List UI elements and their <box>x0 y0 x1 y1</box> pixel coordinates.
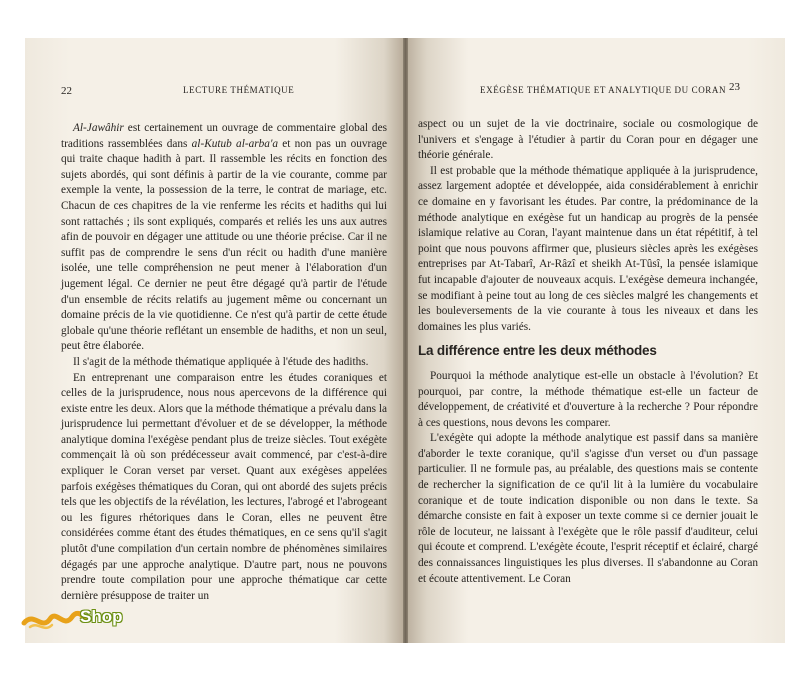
paragraph: Il s'agit de la méthode thématique appliquée à l'étude des hadiths. <box>73 355 369 368</box>
paragraph: Il est probable que la méthode thématique appliquée à la jurisprudence, assez largement adoptée et développée, aida considérablement à enrichir ce domaine en y favorisant les études. Par contre, la prédominance de la méthode analytique en exégèse fut un handicap au progrès de la pensée islamique relative au Coran, l'ayant maintenue dans un état répétitif, à tel point que nous pouvons affirmer que, plusieurs siècles après les exégèses entreprises par At-Tabarî, Ar-Râzî et sheikh At-Tûsî, la pensée islamique fut incapable d'ajouter de nouveaux acquis. L'exégèse demeura inchangée, se modifiant à peine tout au long de ces siècles malgré les changements et les bouleversements de la vie courante à tous les niveaux et dans les domaines les plus variés. <box>418 164 758 333</box>
running-head-left: LECTURE THÉMATIQUE <box>183 85 295 95</box>
paragraph: Pourquoi la méthode analytique est-elle un obstacle à l'évolution? Et pourquoi, par contre, la méthode thématique est-elle un facteur de développement, de créativité et d'ouverture à la recherche ? Pour répondre à ces questions, nous devons les comparer. <box>418 369 758 429</box>
logo-swirl-accent-icon <box>30 625 52 628</box>
page-number-left: 22 <box>61 85 72 97</box>
open-book <box>25 38 785 643</box>
page-number-right: 23 <box>729 81 740 93</box>
left-page <box>25 38 403 643</box>
paragraph: aspect ou un sujet de la vie doctrinaire, sociale ou cosmologique de l'univers et s'engage à l'étudier à partir du Coran pour en dégager une théorie générale. <box>418 118 758 162</box>
left-page-body <box>61 121 387 604</box>
right-page-body <box>418 117 758 587</box>
italic-title: Al-Jawâhir <box>73 122 124 134</box>
paragraph-text: et non pas un ouvrage qui traite chaque hadith à part. Il rassemble les récits en fonction des sujets abordés, qui sont définis à partir de la vie courante, comme par exemple la vente, la possession de la terre, le contrat de mariage, etc. Chacun de ces chapitres de la vie renferme les récits et hadiths qui lui sont rattachés ; ils sont expliqués, comparés et reliés les uns aux autres afin de pouvoir en dégager une attitude ou une théorie précise. Car il ne suffit pas de comprendre le sens d'un récit ou hadith d'une manière isolée, une telle compréhension ne peut mener à l'élaboration d'un jugement légal. Ce dernier ne peut être dégagé qu'à partir de l'étude d'un ensemble de récits relatifs au jugement même ou concernant un domaine précis de la vie quotidienne. Ce n'est qu'à partir de cette étude globale qu'une théorie reflétant un ensemble de hadiths, et non un seul, peut être élaborée. <box>61 137 387 353</box>
paragraph <box>61 121 387 355</box>
paragraph: L'exégète qui adopte la méthode analytique est passif dans sa manière d'aborder le texte coranique, qu'il s'agisse d'un verset ou d'un passage particulier. Il ne formule pas, au préalable, des questions mais se contente de rechercher la signification de ce qu'il lit à la lumière du vocabulaire coranique et de toute indication disponible ou non dans le texte. Sa démarche consiste en fait à exposer un texte comme si ce dernier jouait le rôle de locuteur, ne laissant à l'exégète que le rôle passif d'auditeur, celui qui écoute et comprend. L'exégète écoute, l'esprit réceptif et éclairé, chargé des connaissances linguistiques les plus diverses. Il s'abandonne au Coran et écoute attentivement. Le Coran <box>418 432 758 585</box>
section-heading: La différence entre les deux méthodes <box>418 343 657 359</box>
paragraph: En entreprenant une comparaison entre les études coraniques et celles de la jurisprudence, nous nous apercevons de la différence qui existe entre les deux. Alors que la méthode thématique a prévalu dans la jurisprudence lui permettant d'évoluer et de se développer, la méthode analytique domina l'exégèse pendant plus de treize siècles. Tout exégète commençait là où son prédécesseur avait commencé, par c'est-à-dire expliquer le Coran verset par verset. Quant aux exégèses appelées parfois exégèses thématiques du Coran, qui ont abordé des sujets précis tels que les objectifs de la révélation, les lectures, l'abrogé et l'abrogeant ou les figures rhétoriques dans le Coran, elles ne peuvent être considérées comme étant des études thématiques, en ce sens qu'il s'agit plutôt d'une compilation d'un certain nombre de phénomènes similaires dégagés par une approche analytique. D'autre part, nous ne pouvons prendre toute compilation pour une approche thématique car cette dernière présuppose de traiter un <box>61 371 387 602</box>
running-head-right: EXÉGÈSE THÉMATIQUE ET ANALYTIQUE DU CORAN <box>480 85 727 95</box>
logo-swirl-icon <box>24 613 84 623</box>
paragraph-text: est certainement un ouvrage de commentaire global des traditions rassemblées dans <box>61 122 387 150</box>
right-page <box>408 38 785 643</box>
italic-title: al-Kutub al-arba'a <box>191 137 279 150</box>
logo-text: Shop <box>80 607 123 626</box>
